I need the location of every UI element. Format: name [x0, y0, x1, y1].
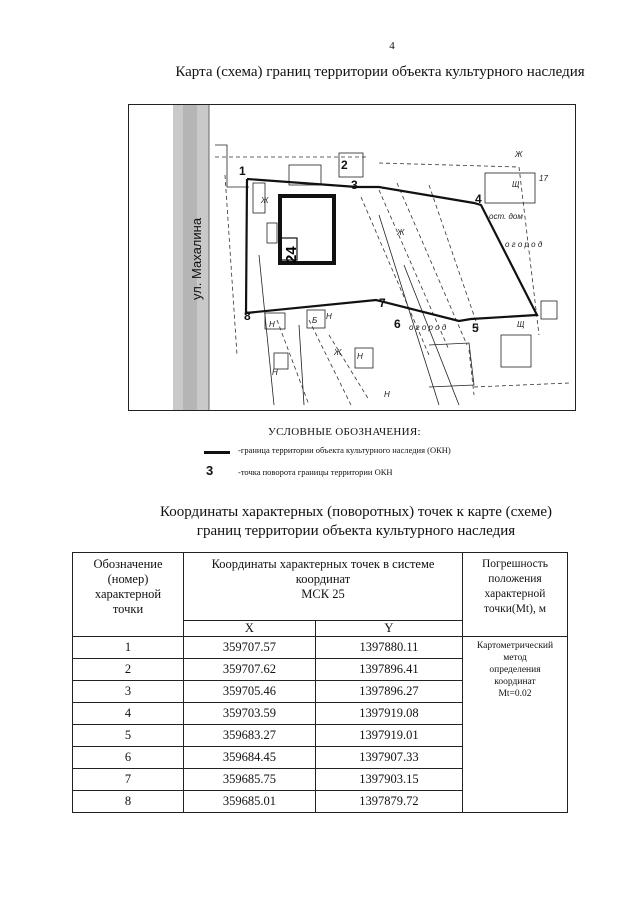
- header-error: Погрешность положения характерной точки(Mt), м: [463, 553, 568, 637]
- svg-text:Щ: Щ: [512, 180, 520, 189]
- error-method-cell: Картометрический метод определения координат Mt=0.02: [463, 637, 568, 813]
- point-label-6: 6: [394, 317, 401, 331]
- legend-title: УСЛОВНЫЕ ОБОЗНАЧЕНИЯ:: [268, 426, 421, 438]
- svg-text:Н: Н: [272, 368, 278, 377]
- table-row: 8 359685.01 1397879.72: [73, 791, 568, 813]
- svg-text:Ж: Ж: [515, 150, 523, 159]
- svg-text:Н: Н: [384, 390, 390, 399]
- legend-boundary-line: [204, 451, 230, 454]
- table-row: 7 359685.75 1397903.15: [73, 769, 568, 791]
- point-label-5: 5: [472, 321, 479, 335]
- point-label-4: 4: [475, 192, 482, 206]
- point-label-7: 7: [379, 296, 386, 310]
- legend-point-label: -точка поворота границы территории ОКН: [238, 467, 393, 477]
- point-label-2: 2: [341, 158, 348, 172]
- svg-text:17: 17: [539, 174, 548, 183]
- street-name: ул. Махалина: [189, 217, 204, 300]
- point-label-1: 1: [239, 164, 246, 178]
- point-label-8: 8: [244, 309, 251, 323]
- table-row: 4 359703.59 1397919.08: [73, 703, 568, 725]
- svg-text:о г о р о д: о г о р о д: [505, 240, 543, 249]
- svg-text:Щ: Щ: [517, 320, 525, 329]
- header-coordinate-system: Координаты характерных точек в системе координат МСК 25: [184, 553, 463, 621]
- svg-text:Ж: Ж: [334, 348, 342, 357]
- svg-text:Ж: Ж: [397, 228, 405, 237]
- table-row: 1 359707.57 1397880.11 Картометрический метод определения координат Mt=0.02: [73, 637, 568, 659]
- table-row: 3 359705.46 1397896.27: [73, 681, 568, 703]
- svg-text:Н: Н: [357, 352, 363, 361]
- header-x: X: [184, 621, 316, 637]
- point-label-3: 3: [351, 178, 358, 192]
- legend-boundary-label: -граница территории объекта культурного наследия (ОКН): [238, 445, 451, 455]
- cadastral-map: [128, 104, 576, 411]
- svg-text:о г о р о д: о г о р о д: [409, 323, 447, 332]
- table-row: 5 359683.27 1397919.01: [73, 725, 568, 747]
- svg-text:ост. дом: ост. дом: [489, 212, 523, 221]
- legend-point-symbol: 3: [206, 463, 214, 478]
- header-point-id: Обозначение (номер) характерной точки: [73, 553, 184, 637]
- coordinates-table: [72, 552, 568, 813]
- coordinates-title: Координаты характерных (поворотных) точек к карте (схеме) границ территории объекта культурного наследия: [160, 504, 552, 539]
- page-number: 4: [389, 40, 395, 52]
- table-row: 2 359707.62 1397896.41: [73, 659, 568, 681]
- table-row: 6 359684.45 1397907.33: [73, 747, 568, 769]
- map-title: Карта (схема) границ территории объекта культурного наследия: [175, 64, 585, 80]
- svg-text:Б: Б: [312, 316, 318, 325]
- header-y: Y: [315, 621, 462, 637]
- svg-text:Н: Н: [269, 320, 275, 329]
- object-number: 24: [283, 246, 300, 263]
- svg-text:Ж: Ж: [261, 196, 269, 205]
- svg-text:Н: Н: [326, 312, 332, 321]
